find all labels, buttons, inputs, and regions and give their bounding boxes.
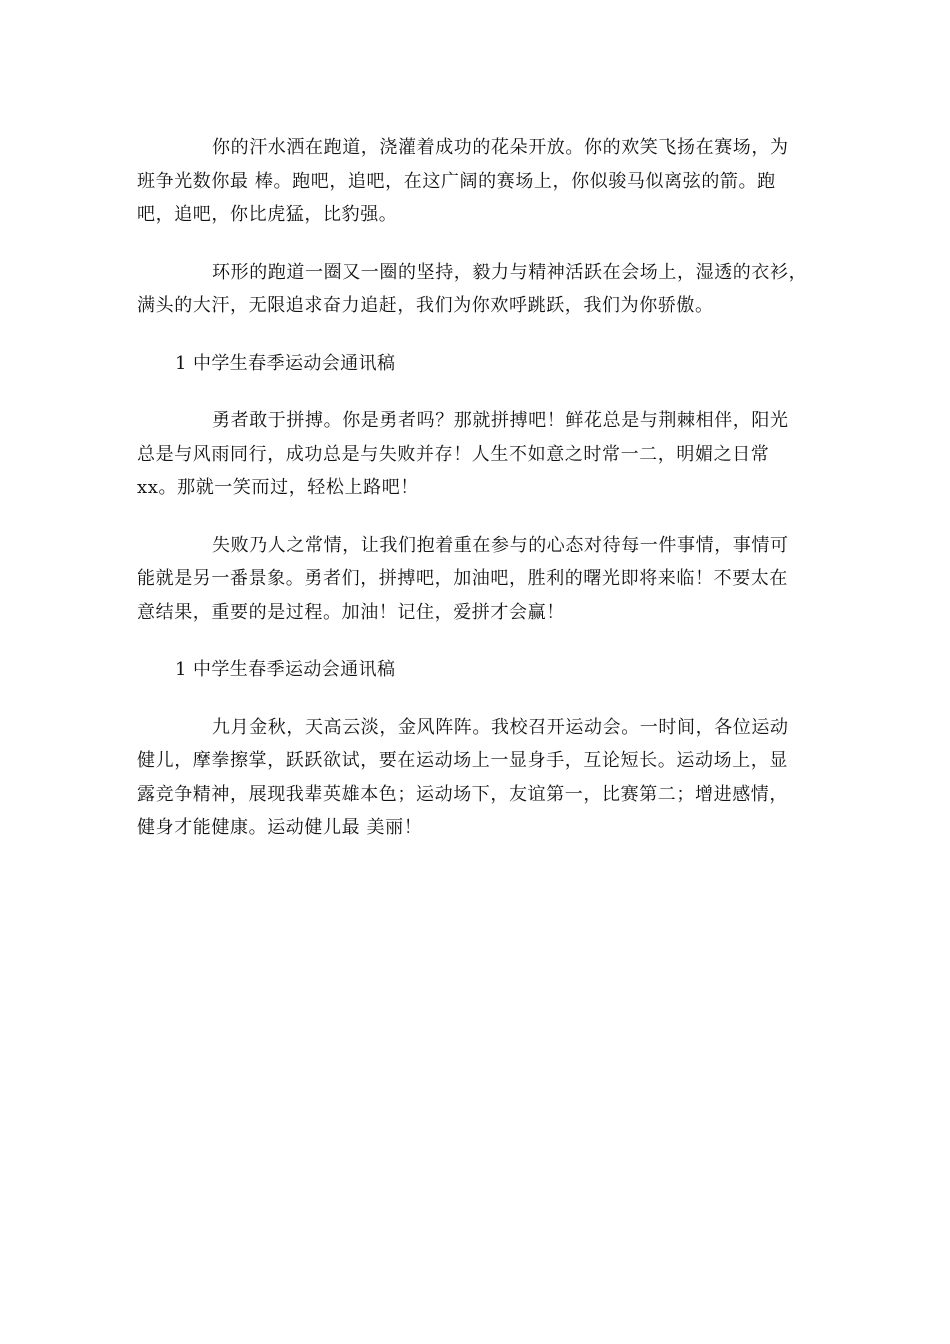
section-heading-1: 1 中学生春季运动会通讯稿: [175, 352, 396, 374]
paragraph-track: [137, 256, 822, 323]
paragraph-line: 勇者敢于拼搏。你是勇者吗？那就拼搏吧！鲜花总是与荆棘相伴，阳光: [212, 410, 789, 431]
paragraph-line: 意结果，重要的是过程。加油！记住，爱拼才会赢！: [137, 601, 565, 623]
paragraph-line: xx。那就一笑而过，轻松上路吧！: [137, 477, 419, 498]
paragraph-line: 环形的跑道一圈又一圈的坚持，毅力与精神活跃在会场上，湿透的衣衫，: [212, 261, 808, 283]
paragraph-line: 你的汗水洒在跑道，浇灌着成功的花朵开放。你的欢笑飞扬在赛场，为: [212, 137, 789, 158]
paragraph-line: 满头的大汗，无限追求奋力追赶，我们为你欢呼跳跃，我们为你骄傲。: [137, 295, 714, 316]
paragraph-line: 失败乃人之常情，让我们抱着重在参与的心态对待每一件事情，事情可: [212, 534, 789, 556]
paragraph-autumn: [137, 711, 822, 845]
paragraph-brave: [137, 404, 822, 505]
paragraph-line: 吧，追吧，你比虎猛，比豹强。: [137, 204, 398, 225]
paragraph-line: 九月金秋，天高云淡，金风阵阵。我校召开运动会。一时间，各位运动: [212, 716, 789, 738]
paragraph-sweat: [137, 131, 822, 232]
paragraph-failure: [137, 529, 822, 630]
paragraph-line: 总是与风雨同行，成功总是与失败并存！人生不如意之时常一二，明媚之日常: [137, 443, 770, 465]
document-body: [137, 131, 822, 869]
paragraph-line: 健儿，摩拳擦掌，跃跃欲试，要在运动场上一显身手，互论短长。运动场上，显: [137, 750, 788, 771]
paragraph-line: 露竞争精神，展现我辈英雄本色；运动场下，友谊第一，比赛第二；增进感情，: [137, 783, 788, 805]
section-heading-2: 1 中学生春季运动会通讯稿: [175, 659, 396, 680]
paragraph-line: 健身才能健康。运动健儿最 美丽！: [137, 817, 423, 838]
paragraph-line: 班争光数你最 棒。跑吧，追吧，在这广阔的赛场上，你似骏马似离弦的箭。跑: [137, 170, 776, 192]
paragraph-line: 能就是另一番景象。勇者们，拼搏吧，加油吧，胜利的曙光即将来临！不要太在: [137, 568, 788, 589]
